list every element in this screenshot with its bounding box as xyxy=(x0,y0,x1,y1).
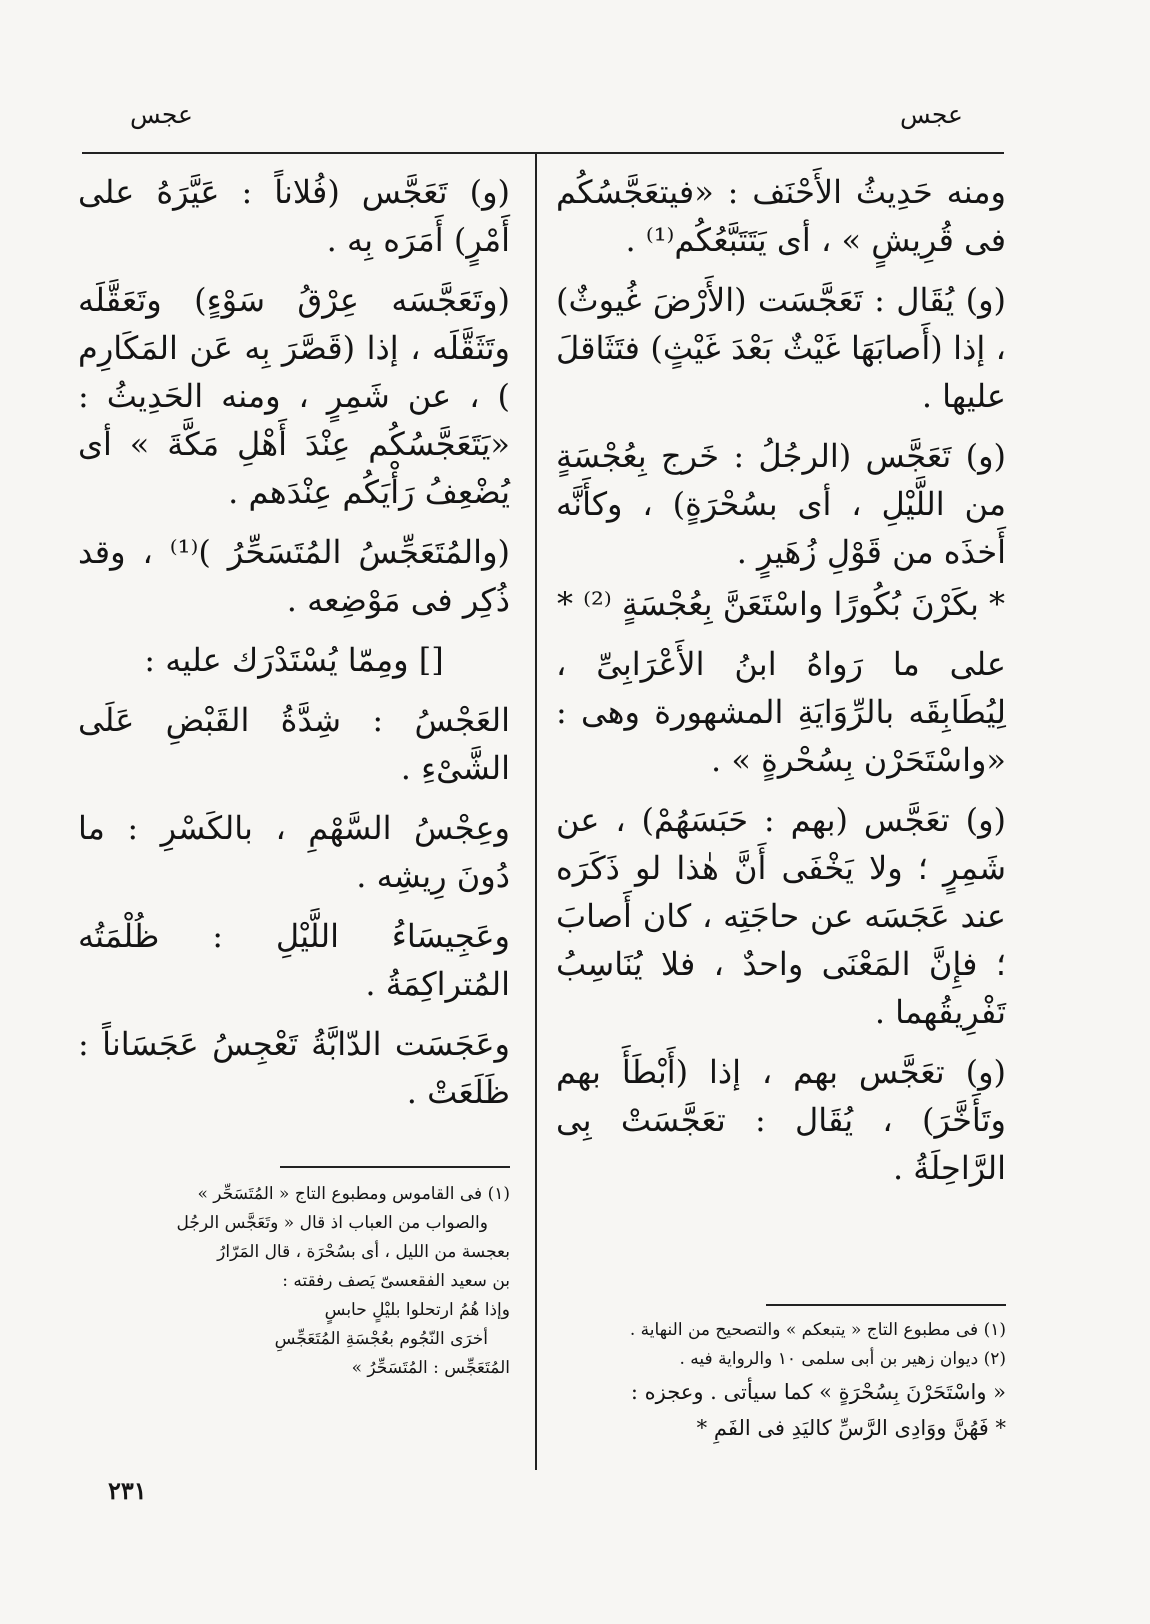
column-divider xyxy=(535,152,537,1470)
header-rule xyxy=(82,152,1004,154)
paragraph: على ما رَواهُ ابنُ الأَعْرَابِىِّ ، لِيُطَابِقَه بالرِّوَايَةِ المشهورة وهى : «واسْتَحَرْن بِسُحْرةٍ » . xyxy=(556,645,1006,779)
section-heading: [] ومِمّا يُسْتَدْرَك عليه : xyxy=(144,641,444,679)
footnote: (١) فى مطبوع التاج « يتبعكم » والتصحيح من النهاية . xyxy=(629,1320,1006,1340)
left-footnotes xyxy=(118,1180,510,1383)
page-number: ٢٣١ xyxy=(108,1476,147,1505)
paragraph: وعِجْسُ السَّهْمِ ، بالكَسْرِ : ما دُونَ رِيشِه . xyxy=(78,809,510,895)
paragraph: (و) تعَجَّس بهم ، إذا (أَبْطَأَ بهم وتَأَخَّرَ) ، يُقَال : تعَجَّسَتْ بِى الرَّاحِلَةُ . xyxy=(556,1053,1006,1187)
verse-line: * بكَرْنَ بُكُورًا واسْتَعَنَّ بِعُجْسَةٍ ⁽²⁾ * xyxy=(556,585,1006,623)
footnote: (١) فى القاموس ومطبوع التاج « المُتَسَحِّر » xyxy=(197,1184,510,1204)
paragraph: وعَجِيسَاءُ اللَّيْلِ : ظُلْمَتُه المُتراكِمَةُ . xyxy=(78,917,510,1003)
paragraph: (و) تَعَجَّس (الرجُلُ : خَرج بِعُجْسَةٍ من اللَّيْلِ ، أى بسُحْرَةٍ) ، وكأَنَّه أَخذَه من قَوْلِ زُهَيرٍ . xyxy=(556,437,1006,571)
footnote-line: بن سعيد الفقعسىّ يَصف رفقته : xyxy=(282,1271,510,1291)
footnote-rule-left xyxy=(280,1166,510,1168)
paragraph: (وتَعَجَّسَه عِرْقُ سَوْءٍ) وتَعَقَّلَه وتَثَقَّلَه ، إذا (قَصَّرَ بِه عَن المَكَارِم ) ، عن شَمِرٍ ، ومنه الحَدِيثُ : «يَتَعَجَّسُكُم عِنْدَ أَهْلِ مَكَّةَ » أى يُضْعِفُ رَأْيَكُم عِنْدَهم . xyxy=(78,281,510,511)
footnote-line: والصواب من العباب اذ قال « وتَعَجَّس الرجُل xyxy=(176,1213,488,1233)
footnote-rule-right xyxy=(766,1304,1006,1306)
footnote-verse: * فَهُنَّ ووَادِى الرَّسِّ كاليَدِ فى الفَمِ * xyxy=(696,1416,1006,1440)
paragraph: (و) يُقَال : تَعَجَّسَت (الأَرْضَ غُيوثٌ) ، إذا (أَصابَهَا غَيْثٌ بَعْدَ غَيْثٍ) فتَثَاقلَ عليها . xyxy=(556,281,1006,415)
right-column xyxy=(556,168,1006,1204)
paragraph: (و) تعَجَّس (بهم : حَبَسَهُمْ) ، عن شَمِرٍ ؛ ولا يَخْفَى أَنَّ هٰذا لو ذَكَرَه عند عَجَسَه عن حاجَتِه ، كان أَصابَ ؛ فإِنَّ المَعْنَى واحدٌ ، فلا يُنَاسِبُ تَفْرِيقُهما . xyxy=(556,801,1006,1031)
paragraph: (و) تَعَجَّس (فُلاناً : عَيَّرَهُ على أَمْرٍ) أَمَرَه بِه . xyxy=(78,173,510,259)
paragraph: (والمُتَعَجِّسُ المُتَسَحِّرُ )⁽¹⁾ ، وقد ذُكِر فى مَوْضِعه . xyxy=(78,533,510,619)
footnote-continuation: « واسْتَحَرْنَ بِسُحْرَةٍ » كما سيأتى . وعجزه : xyxy=(630,1380,1006,1404)
footnote-verse: وإذا هُمُ ارتحلوا بليْلٍ حابسٍ xyxy=(324,1300,510,1320)
footnote-line: بعجسة من الليل ، أى بسُحْرَة ، قال المَرّارُ xyxy=(217,1242,510,1262)
left-column xyxy=(78,168,510,1128)
footnote-line: المُتَعَجِّس : المُتَسَحِّرُ » xyxy=(351,1358,510,1378)
paragraph: العَجْسُ : شِدَّةُ القَبْضِ عَلَى الشَّىْءِ . xyxy=(78,701,510,787)
right-footnotes xyxy=(556,1316,1006,1446)
paragraph: وعَجَسَت الدّابَّةُ تَعْجِسُ عَجَسَاناً : ظَلَعَتْ . xyxy=(78,1025,510,1111)
running-header-left: عجس xyxy=(130,100,193,129)
footnote: (٢) ديوان زهير بن أبى سلمى ١٠ والرواية فيه . xyxy=(679,1349,1006,1369)
paragraph: ومنه حَدِيثُ الأَحْنَف : «فيتعَجَّسُكُم فى قُرِيشٍ » ، أى يَتَتَبَّعُكُم⁽¹⁾ . xyxy=(556,173,1006,259)
footnote-verse: أخرَى النّجُوم بعُجْسَةِ المُتَعَجِّسِ xyxy=(274,1329,488,1349)
running-header-right: عجس xyxy=(900,100,963,129)
